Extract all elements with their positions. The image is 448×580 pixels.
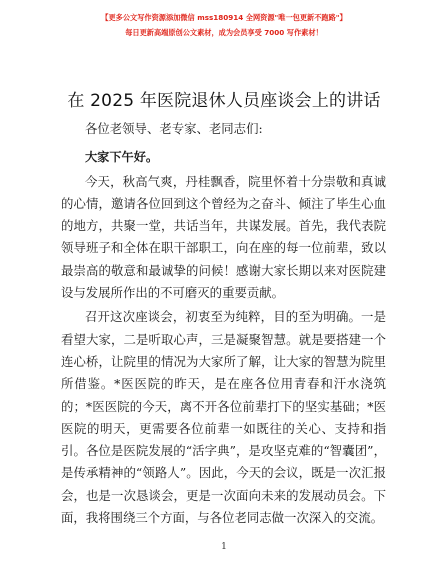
promo-banner-line2: 每日更新高端原创公文素材，成为会员享受 7000 写作素材！: [125, 28, 323, 37]
promo-banner-line1: 【更多公文写作资源添加微信 mss180914 全网资源"唯一包更新不跑路"】: [101, 13, 347, 22]
document-body: [61, 118, 386, 529]
salutation: 各位老领导、老专家、老同志们:: [85, 121, 263, 136]
paragraph-1: 今天，秋高气爽，丹桂飘香，院里怀着十分崇敬和真诚的心情，邀请各位回到这个曾经为之奋斗、倾注了毕生心血的地方，共聚一堂，共话当年，共谋发展。首先，我代表院领导班子和全体在职干部职工，向在座的每一位前辈，致以最崇高的敬意和最诚挚的问候！感谢大家长期以来对医院建设与发展所作出的不可磨灭的重要贡献。: [61, 173, 386, 301]
document-title: 在 2025 年医院退休人员座谈会上的讲话: [67, 91, 381, 111]
greeting: 大家下午好。: [85, 150, 159, 165]
promo-banner: [0, 12, 448, 39]
paragraph-2: 召开这次座谈会，初衷至为纯粹，目的至为明确。一是看望大家，二是听取心声，三是凝聚智慧。就是要搭建一个连心桥，让院里的情况为大家所了解，让大家的智慧为院里所借鉴。*医医院的昨天，是在座各位用青春和汗水浇筑的；*医医院的今天，离不开各位前辈打下的坚实基础；*医医院的明天，更需要各位前辈一如既往的关心、支持和指引。各位是医院发展的“活字典”，是攻坚克难的“智囊团”，是传承精神的“领路人”。因此，今天的会议，既是一次汇报会，也是一次恳谈会，更是一次面向未来的发展动员会。下面，我将围绕三个方面，与各位老同志做一次深入的交流。: [61, 309, 386, 526]
page-number: 1: [221, 542, 227, 552]
